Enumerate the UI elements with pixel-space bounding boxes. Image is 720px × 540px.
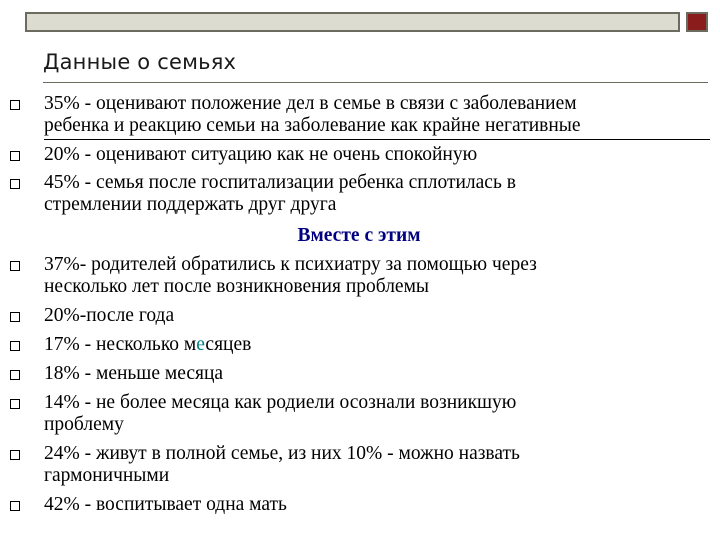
item-3-line-2: стремлении поддержать друг друга (44, 194, 337, 215)
bullet-icon (10, 179, 20, 189)
item-7-line-1: 18% - меньше месяца (44, 363, 224, 384)
bullet-icon (10, 261, 20, 271)
item-9-line-2: гармоничными (44, 465, 170, 486)
bullet-icon (10, 450, 20, 460)
page-title: Данные о семьях (43, 50, 237, 74)
bullet-icon (10, 151, 20, 161)
bullet-icon (10, 370, 20, 380)
item-1-line-2: ребенка и реакцию семьи на заболевание как крайне негативные (44, 115, 581, 136)
header-bar (25, 12, 680, 32)
item-1-underline (44, 139, 710, 140)
item-2-line-1: 20% - оценивают ситуацию как не очень спокойную (44, 144, 478, 165)
item-8-line-1: 14% - не более месяца как родиели осознали возникшую (44, 392, 517, 413)
header-accent-square (686, 12, 708, 32)
item-6-line-1: 17% - несколько месяцев (44, 334, 252, 355)
bullet-icon (10, 100, 20, 110)
bullet-icon (10, 312, 20, 322)
item-4-line-1: 37%- родителей обратились к психиатру за помощью через (44, 254, 537, 275)
item-9-line-1: 24% - живут в полной семье, из них 10% - можно назвать (44, 443, 520, 464)
item-4-line-2: несколько лет после возникновения проблемы (44, 276, 430, 297)
bullet-icon (10, 341, 20, 351)
highlight-heading: Вместе с этим (297, 225, 421, 246)
title-divider (43, 82, 708, 83)
item-3-line-1: 45% - семья после госпитализации ребенка сплотилась в (44, 172, 516, 193)
bullet-icon (10, 399, 20, 409)
item-8-line-2: проблему (44, 414, 124, 435)
item-10-line-1: 42% - воспитывает одна мать (44, 494, 287, 515)
item-1-line-1: 35% - оценивают положение дел в семье в связи с заболеванием (44, 93, 577, 114)
bullet-icon (10, 501, 20, 511)
item-5-line-1: 20%-после года (44, 305, 175, 326)
